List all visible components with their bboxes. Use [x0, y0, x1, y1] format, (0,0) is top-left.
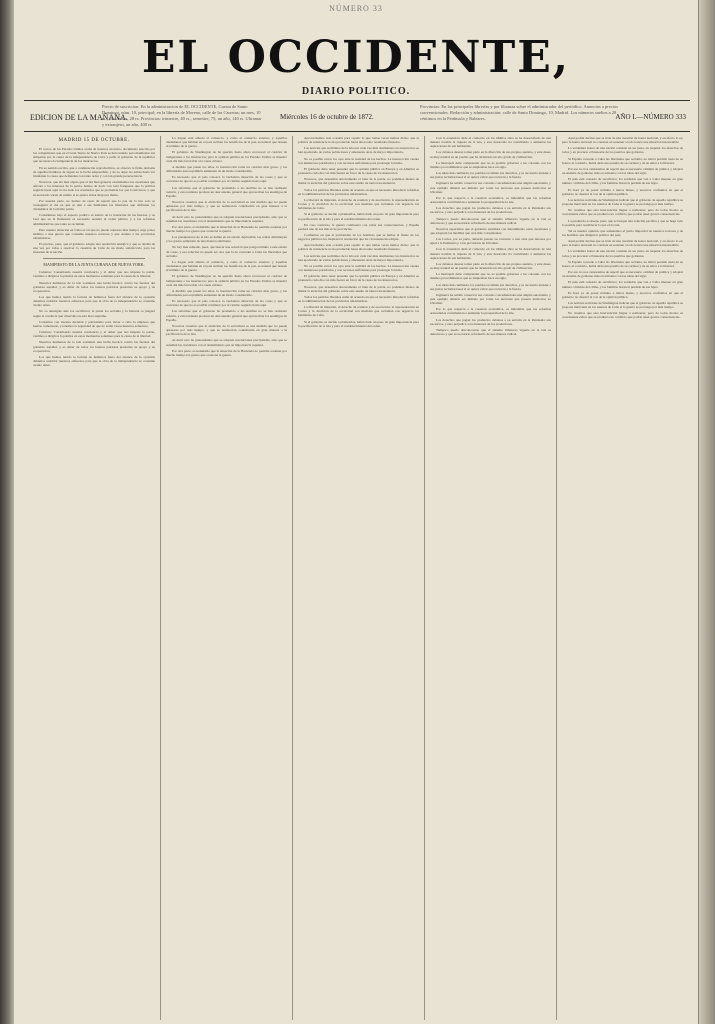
paragraph: Todos los partidos liberales están de acuerdo en que es necesario introducir reformas en la administración de las provincias ultramarinas.	[298, 187, 419, 196]
paragraph: La verdadera honra de una nación consiste en ser justa, en respetar los derechos de todos y en procurar el bienestar de los pueblos que gobierna.	[562, 249, 683, 258]
paragraph: En caso contrario, la guerra continuará con todas sus consecuencias, y España perderá una de sus más ricas provincias.	[298, 222, 419, 231]
paragraph: Es hora ya de poner término a tantos males, y nosotros confiamos en que el gobierno no desoirá la voz de la opinión pública.	[562, 290, 683, 299]
paragraph: La tregua está abierta al comercio, y como el comercio exterior, y aquellos ciudadanos que habitan en el país reciben los beneficios de la paz, es natural que deseen el término de la guerra.	[166, 136, 287, 149]
paragraph: No es posible cerrar los ojos ante la realidad de los hechos. La insurrección cuenta con numerosos partidarios y con recursos suficientes para prolongar la lucha.	[298, 263, 419, 273]
paragraph: Tampoco puede desconocerse que el sistema tributario vigente en la isla es defectuoso y que es necesario reformarlo de una manera radical.	[430, 327, 551, 337]
paragraph: El país está cansado de sacrificios; los soldados que van a Cuba mueren en gran número víctimas del clima, y las familias lloran la pérdida de sus hijos.	[562, 177, 683, 186]
paragraph: Los que hemos tenido la fortuna de hallarnos fuera del alcance de la opresión debemos redoblar nuestros esfuerzos para que la obra de la independencia se consume cuanto antes.	[33, 354, 155, 368]
paragraph: A medida que pasan los años, la insurrección toma un carácter más grave, y las dificultades para reprimirla aumentan de un modo considerable.	[166, 164, 287, 174]
paragraph: Las Cortes, por su parte, deberán prestar su concurso a una obra que interesa por igual a la Península y a las provincias de Ultramar.	[430, 237, 551, 246]
paragraph: Inglaterra ha sabido conservar sus colonias concediéndoles una amplia autonomía, y este ejemplo debería ser imitado por todas las naciones que poseen territorios en Ultramar.	[430, 181, 551, 194]
paragraph: Si el gobierno se decide a plantearlas, habrá dado un paso de gran importancia para la pacificación de la isla y para el restablecimiento del orden.	[298, 212, 419, 221]
paragraph: Por lo que respecta a la cuestión económica, es indudable que las reformas arancelarias contribuirían a aumentar la prosperidad de la isla.	[430, 307, 551, 316]
article-columns	[28, 136, 688, 1020]
paragraph: La prudencia aconseja, pues, que se busque una solución pacífica y que se haga todo lo posible para restablecer la paz en la isla.	[562, 218, 683, 227]
paragraph: El correo de los Estados Unidos acaba de traernos un nuevo documento suscrito por los compatriotas que en el Gran Teatro de Nueva York se han reunido para manifestar sus simpatías por la causa de la independencia de Cuba y pedir al gobierno de la república que reconozca la beligerancia de los insurrectos.	[33, 147, 155, 164]
paragraph: Las noticias que recibimos de la isla son cada vez más alarmantes; los insurrectos se han apoderado de varias poblaciones y amenazan otras de mayor importancia.	[298, 253, 419, 262]
paragraph: La libertad de imprenta, el derecho de reunión y de asociación, la representación en Cortes y la abolición de la esclavitud son medidas que reclaman con urgencia los habitantes de Cuba.	[298, 305, 419, 318]
paragraph: Por eso no nos cansaremos de repetir que es necesario cambiar de política y adoptar un sistema de gobierno más en armonía con las ideas del siglo.	[562, 270, 683, 279]
newspaper-subtitle: DIARIO POLITICO.	[301, 86, 411, 97]
paragraph: Los que hemos tenido la fortuna de hallarnos fuera del alcance de la opresión debemos redoblar nuestros esfuerzos para que la obra de la independencia se consume cuanto antes.	[33, 294, 155, 308]
paragraph: No creemos que esta intervención llegue a realizarse; pero de todos modos es conveniente evitar que se produzca un conflicto que podría tener graves consecuencias.	[562, 208, 683, 217]
paragraph: Por eso no nos cansaremos de repetir que es necesario cambiar de política y adoptar un sistema de gobierno más en armonía con las ideas del siglo.	[562, 166, 683, 176]
paragraph: Con la extensión dada al comercio en los últimos años se ha desarrollado de una manera notable la riqueza de la isla, y este desarrollo ha contribuido a aumentar las aspiraciones de sus habitantes.	[430, 247, 551, 260]
paragraph: Aquí podría decirse que se trata de una cuestión de honra nacional, y en efecto lo es; pero la honra nacional no consiste en sostener a todo trance una situación insostenible.	[562, 239, 683, 248]
paragraph: El gobierno debe tener presente que la opinión pública en Europa y en América se pronuncia cada día con más fuerza en favor de la causa de los insurrectos.	[298, 166, 419, 176]
paragraph: Aquí podría decirse que se trata de una cuestión de honra nacional, y en efecto lo es; pero la honra nacional no consiste en sostener a todo trance una situación insostenible.	[562, 136, 683, 145]
paragraph: La tregua está abierta al comercio, y como el comercio exterior, y aquellos ciudadanos que habitan en el país reciben los beneficios de la paz, es natural que deseen el término de la guerra.	[166, 259, 287, 273]
column-5	[556, 136, 688, 1020]
paragraph: Las ideas han cambiado; los pueblos reclaman sus derechos, y es necesario atender a sus justas reclamaciones si se quiere evitar que recurran a la fuerza.	[430, 282, 551, 291]
paragraph: La verdadera honra de una nación consiste en ser justa, en respetar los derechos de todos y en procurar el bienestar de los pueblos que gobierna.	[562, 146, 683, 155]
paragraph: Los cubanos desean tomar parte en la dirección de sus propios asuntos, y este deseo es muy natural en un pueblo que ha alcanzado un alto grado de civilización.	[430, 150, 551, 159]
paragraph: Si España concede a Cuba las libertades que reclama, no habrá perdido nada de su honra; al contrario, habrá dado una prueba de su cordura y de su amor a la libertad.	[562, 259, 683, 268]
column-heading: MADRID 15 DE OCTUBRE.	[58, 138, 130, 143]
paragraph: Por nuestra parte, no hemos de cesar de repetir que la paz de la isla solo se conseguirá el día en que se den a sus habitantes las libertades que disfrutan los ciudadanos de la madre patria.	[33, 198, 155, 212]
paragraph: Los presupuestos de la isla se hallan en un estado deplorable; las rentas disminuyen y los gastos aumentan de una manera alarmante.	[166, 235, 287, 244]
paragraph: Con la extensión dada al comercio en los últimos años se ha desarrollado de una manera notable la riqueza de la isla, y este desarrollo ha contribuido a aumentar las aspiraciones de sus habitantes.	[430, 136, 551, 149]
paragraph: Las reformas que el gobierno ha prometido a las Antillas no se han realizado todavía, y esta tardanza produce un descontento general que aprovechan los enemigos de España.	[166, 309, 287, 322]
edition-label: EDICION DE LA MAÑANA.	[30, 113, 128, 122]
paragraph: Las noticias recibidas de Washington indican que el gobierno de aquella república se propone intervenir en los asuntos de Cuba si la guerra se prolonga por más tiempo.	[562, 301, 683, 310]
paragraph: Aprovechamos esta ocasión para repetir lo que tantas veces hemos dicho: que la política de resistencia no ha producido hasta ahora sino resultados funestos.	[298, 243, 419, 252]
paragraph: A medida que pasan los años, la insurrección toma un carácter más grave, y las dificultades para reprimirla aumentan de un modo considerable.	[166, 288, 287, 297]
paragraph: Nosotros, que deseamos sinceramente el bien de la patria, no podemos menos de llamar la atención del gobierno sobre este asunto de tanta trascendencia.	[298, 284, 419, 293]
newspaper-page	[14, 0, 698, 1024]
column-4	[424, 136, 556, 1020]
subscription-info: Precio de suscricion: En la administracion de EL OCCIDENTE, Cuesta de Santo Domingo, núm. 10, principal; en la librería de Moreno, calle de las Carretas; un mes, 10 rs.; tres meses, 28 rs. Provincias: trimestre, 40 rs.; semestre, 75; un año, 140 rs. Ultramar y extranjero, un año, 400 rs.	[102, 104, 262, 127]
paragraph: Las noticias recibidas de Washington indican que el gobierno de aquella república se propone intervenir en los asuntos de Cuba si la guerra se prolonga por más tiempo.	[562, 197, 683, 207]
paragraph: Cubanos: Consultando nuestra conciencia y el deber que nos impone la patria, venimos a dirigiros la palabra en estos momentos solemnes para la causa de la libertad.	[33, 330, 155, 339]
paragraph: Nuestros hermanos de la isla sostienen una lucha heroica contra las fuerzas del gobierno español, y es deber de todos los buenos patriotas prestarles su apoyo y su cooperación.	[33, 340, 155, 353]
paragraph: Cubanos: Consultando nuestra conciencia y el deber que nos impone la patria, venimos a dirigiros la palabra en estos momentos solemnes para la causa de la libertad.	[33, 270, 155, 279]
paragraph: No creemos que esta intervención llegue a realizarse; pero de todos modos es conveniente evitar que se produzca un conflicto que podría tener graves consecuencias.	[562, 311, 683, 320]
paragraph: Los cubanos desean tomar parte en la dirección de sus propios asuntos, y este deseo es muy natural en un pueblo que ha alcanzado un alto grado de civilización.	[430, 261, 551, 271]
folio-number: NÚMERO 33	[329, 4, 383, 13]
paragraph: Nuestros hermanos de la isla sostienen una lucha heroica contra las fuerzas del gobierno español, y es deber de todos los buenos patriotas prestarles su apoyo y su cooperación.	[33, 280, 155, 293]
paragraph: Considérese bajo el aspecto político el asunto de la traslación de las fuerzas, y se verá que en la Península es necesario atender al orden público y a las reformas administrativas que tanto se reclaman.	[33, 213, 155, 226]
paragraph: Tal es nuestra opinión, que sometemos al juicio imparcial de nuestros lectores y de los hombres que dirigen la política del país.	[562, 228, 683, 237]
paragraph: Es preciso, pues, que el gobierno adopte una resolución enérgica y que se decida de una vez por todas a resolver la cuestión de Cuba de un modo satisfactorio para los intereses de la nación.	[33, 242, 155, 255]
paragraph: Es hora ya de poner término a tantos males, y nosotros confiamos en que el gobierno no desoirá la voz de la opinión pública.	[562, 187, 683, 196]
paragraph: La metrópoli debe comprender que no es posible gobernar a las colonias con los mismos procedimientos que se empleaban hace un siglo.	[430, 160, 551, 169]
paragraph: Al decir esto no pretendemos que se adopten resoluciones precipitadas, sino que se estudien las cuestiones con el detenimiento que su importancia requiere.	[166, 338, 287, 347]
paragraph: Nosotros, que sin mas objeto que el del bien general, examinamos las cuestiones que afectan a los intereses de la patria, hemos de decir con toda franqueza que la política seguida hasta aquí no ha dado los resultados que se prometían los que la iniciaron, y que es necesario variar de rumbo si se quiere evitar mayores males.	[33, 180, 155, 197]
paragraph: Aprovechamos esta ocasión para repetir lo que tantas veces hemos dicho: que la política de resistencia no ha producido hasta ahora sino resultados funestos.	[298, 136, 419, 145]
column-2	[160, 136, 292, 1020]
column-1	[28, 136, 160, 1020]
paragraph: El gobierno de Washington no ha querido hasta ahora reconocer el carácter de beligerantes a los insurrectos; pero la opinión pública en los Estados Unidos se muestra cada día más favorable a la causa cubana.	[166, 150, 287, 163]
paragraph: Inglaterra ha sabido conservar sus colonias concediéndoles una amplia autonomía, y este ejemplo debería ser imitado por todas las naciones que poseen territorios en Ultramar.	[430, 292, 551, 306]
paragraph: Nosotros esperamos que el gobierno estudiará con detenimiento estas cuestiones y que adoptará las medidas que crea más convenientes.	[430, 226, 551, 235]
paragraph: Las noticias que recibimos de la isla son cada vez más alarmantes; los insurrectos se han apoderado de varias poblaciones y amenazan otras de mayor importancia.	[298, 146, 419, 155]
paragraph: Por otra parte, es indudable que la situación de la Hacienda no permite sostener por mucho tiempo los gastos que ocasiona la guerra.	[166, 224, 287, 233]
paragraph: Los derechos que pagan los productos cubanos a su entrada en la Península son excesivos, y esto perjudica a los intereses de los productores.	[430, 317, 551, 326]
section-subheading: MANIFIESTO DE LA JUNTA CUBANA DE NUEVA YORK.	[43, 262, 145, 268]
paragraph: No hay más remedio, pues, que buscar una solución que ponga término a este estado de cosas, y esa solución no puede ser otra que la de conceder a Cuba las libertades que reclama.	[166, 245, 287, 258]
paragraph: En su sentido escrito, que a continuación reproducimos, se observa la firme decisión de aquellos hombres de seguir en la lucha emprendida, y de no dejar las armas hasta ver triunfante la causa que defienden con tanto ardor y con tan grande perseverancia.	[33, 165, 155, 178]
newspaper-title: EL OCCIDENTE,	[141, 32, 571, 83]
paragraph: Si el gobierno se decide a plantearlas, habrá dado un paso de gran importancia para la pacificación de la isla y para el restablecimiento del orden.	[298, 319, 419, 328]
paragraph: Por otra parte, es indudable que la situación de la Hacienda no permite sostener por mucho tiempo los gastos que ocasiona la guerra.	[166, 348, 287, 357]
paragraph: Nosotros creemos que la abolición de la esclavitud es una medida que no puede aplazarse por más tiempo, y que su realización contribuiría en gran manera a la pacificación de la isla.	[166, 200, 287, 213]
paragraph: Al decir esto no pretendemos que se adopten resoluciones precipitadas, sino que se estudien las cuestiones con el detenimiento que su importancia requiere.	[166, 214, 287, 223]
paragraph: Tampoco puede desconocerse que el sistema tributario vigente en la isla es defectuoso y que es necesario reformarlo de una manera radical.	[430, 216, 551, 225]
paragraph: Pero nuestra situación en Cuba es tal que no puede tolerarse más tiempo; urge poner término a una guerra que consume nuestros recursos y que arruina a las provincias ultramarinas.	[33, 227, 155, 240]
paragraph: El gobierno debe tener presente que la opinión pública en Europa y en América se pronuncia cada día con más fuerza en favor de la causa de los insurrectos.	[298, 274, 419, 283]
paragraph: Si España concede a Cuba las libertades que reclama, no habrá perdido nada de su honra; al contrario, habrá dado una prueba de su cordura y de su amor a la libertad.	[562, 156, 683, 165]
column-3	[292, 136, 424, 1020]
paragraph: Es necesario que el país conozca la verdadera situación de las cosas y que se convenza de que no es posible continuar por el camino seguido hasta aquí.	[166, 175, 287, 184]
paragraph: La libertad de imprenta, el derecho de reunión y de asociación, la representación en Cortes y la abolición de la esclavitud son medidas que reclaman con urgencia los habitantes de Cuba.	[298, 197, 419, 211]
paragraph: Contamos con vuestra decisión y patriotismo para llevar a cabo la empresa que hemos comenzado, y tenemos la seguridad de que no serán vanos nuestros esfuerzos.	[33, 319, 155, 328]
paragraph: La metrópoli debe comprender que no es posible gobernar a las colonias con los mismos procedimientos que se empleaban hace un siglo.	[430, 272, 551, 281]
paragraph: Nosotros, que deseamos sinceramente el bien de la patria, no podemos menos de llamar la atención del gobierno sobre este asunto de tanta trascendencia.	[298, 177, 419, 186]
paragraph: Las ideas han cambiado; los pueblos reclaman sus derechos, y es necesario atender a sus justas reclamaciones si se quiere evitar que recurran a la fuerza.	[430, 171, 551, 180]
book-binding	[0, 0, 14, 1024]
paragraph: Es necesario que el país conozca la verdadera situación de las cosas y que se convenza de que no es posible continuar por el camino seguido hasta aquí.	[166, 299, 287, 308]
paragraph: El gobierno de Washington no ha querido hasta ahora reconocer el carácter de beligerantes a los insurrectos; pero la opinión pública en los Estados Unidos se muestra cada día más favorable a la causa cubana.	[166, 274, 287, 287]
section-divider	[43, 258, 145, 259]
paragraph: Todos los partidos liberales están de acuerdo en que es necesario introducir reformas en la administración de las provincias ultramarinas.	[298, 294, 419, 303]
paragraph: No es posible cerrar los ojos ante la realidad de los hechos. La insurrección cuenta con numerosos partidarios y con recursos suficientes para prolongar la lucha.	[298, 156, 419, 165]
info-band	[24, 100, 690, 132]
issue-date: Miércoles 16 de octubre de 1872.	[280, 113, 374, 121]
page-edge	[699, 0, 715, 1024]
paragraph: Nosotros creemos que la abolición de la esclavitud es una medida que no puede aplazarse por más tiempo, y que su realización contribuiría en gran manera a la pacificación de la isla.	[166, 323, 287, 337]
paragraph: No os detengáis ante los sacrificios; la patria los reclama y la historia os juzgará según la conducta que observéis en esta hora suprema.	[33, 309, 155, 318]
paragraph: Por lo que respecta a la cuestión económica, es indudable que las reformas arancelarias contribuirían a aumentar la prosperidad de la isla.	[430, 195, 551, 205]
paragraph: Los derechos que pagan los productos cubanos a su entrada en la Península son excesivos, y esto perjudica a los intereses de los productores.	[430, 206, 551, 215]
issue-number: AÑO I.—NÚMERO 333	[615, 113, 686, 121]
paragraph: Confiamos en que el patriotismo de los hombres que se hallan al frente de los negocios públicos les inspirará la resolución que las circunstancias exigen.	[298, 232, 419, 242]
paragraph: El país está cansado de sacrificios; los soldados que van a Cuba mueren en gran número víctimas del clima, y las familias lloran la pérdida de sus hijos.	[562, 280, 683, 289]
paragraph: Las reformas que el gobierno ha prometido a las Antillas no se han realizado todavía, y esta tardanza produce un descontento general que aprovechan los enemigos de España.	[166, 185, 287, 198]
advertisement-info: Provincias: En las principales librerías y por libranza sobre el administrador del periódico. Anuncios a precios convencionales. Redacción y administración: calle de Santo Domingo, 10, Madrid. Los números sueltos a 20 céntimos en la Península y Baleares.	[420, 104, 618, 121]
